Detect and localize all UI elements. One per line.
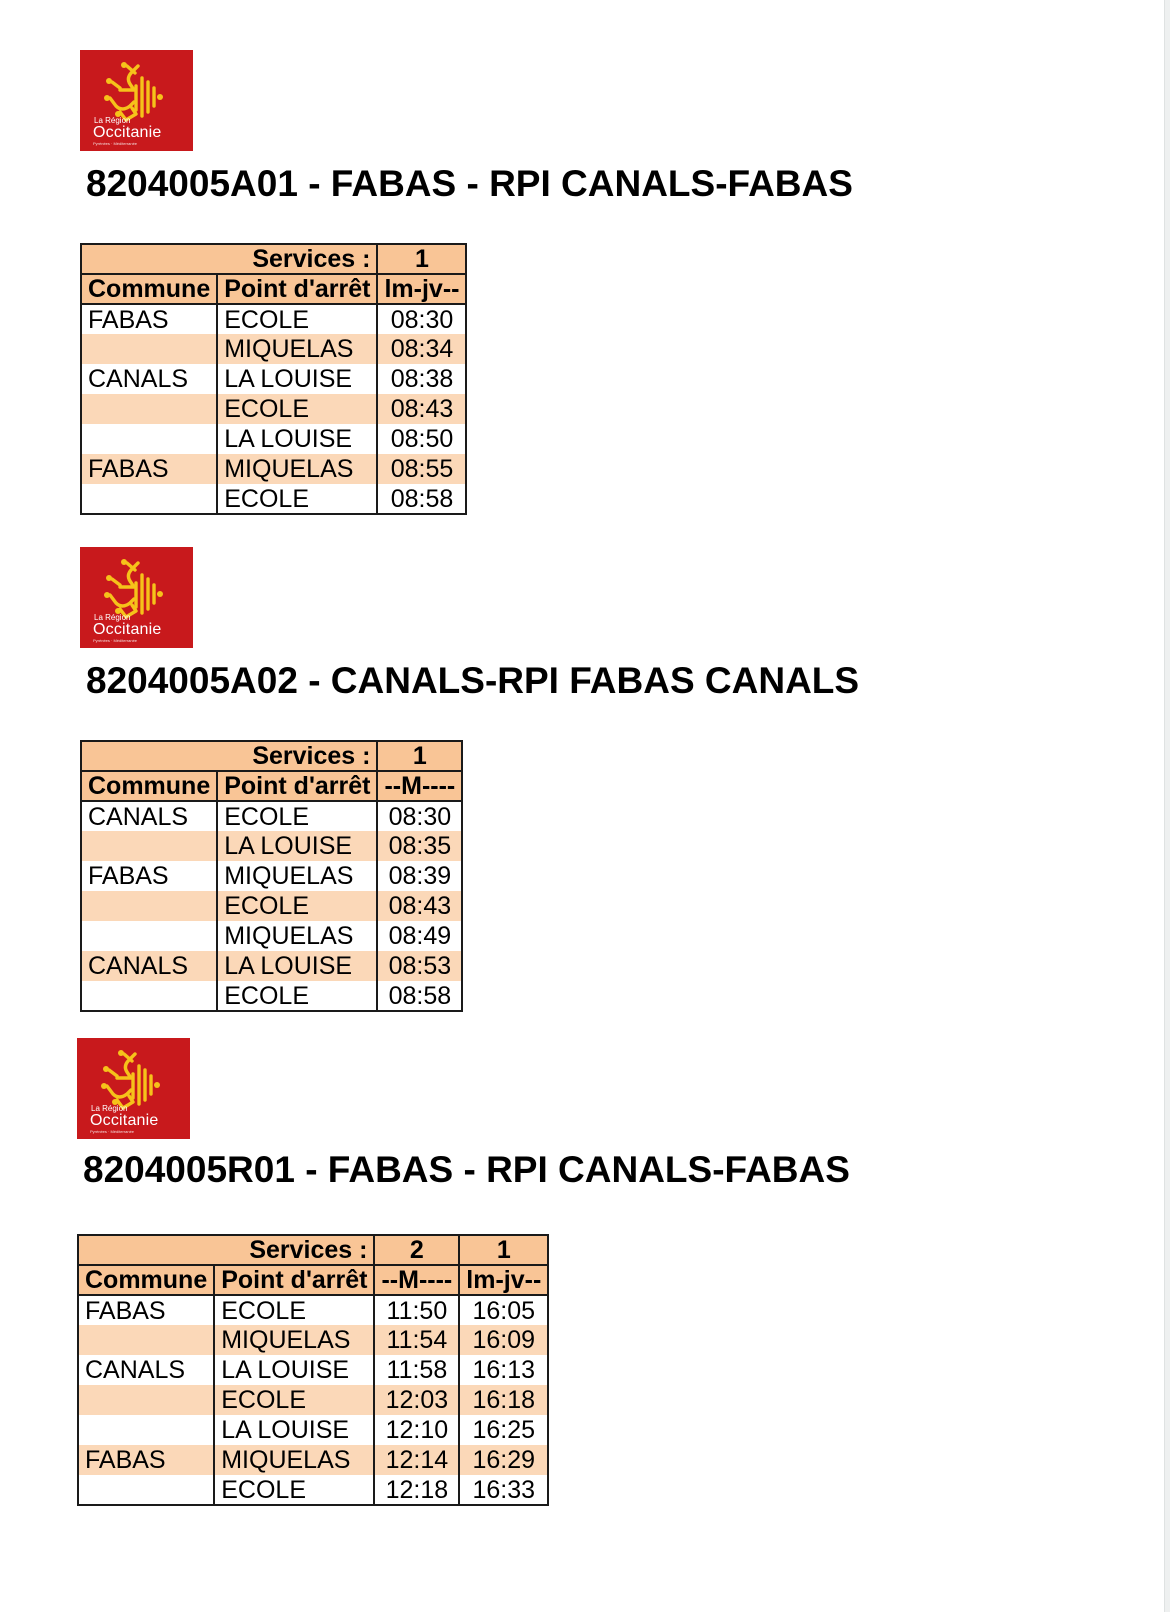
table-row (81, 891, 462, 921)
stop-cell: ECOLE (217, 484, 377, 514)
stop-cell: LA LOUISE (217, 424, 377, 454)
time-cell: 08:50 (377, 424, 466, 454)
service-number: 2 (374, 1235, 459, 1265)
stop-cell: LA LOUISE (217, 831, 377, 861)
time-cell: 11:54 (374, 1325, 459, 1355)
time-cell: 16:05 (459, 1295, 548, 1325)
services-label: Services : (252, 245, 371, 273)
time-cell: 16:25 (459, 1415, 548, 1445)
commune-cell (81, 394, 217, 424)
time-cell: 16:09 (459, 1325, 548, 1355)
commune-cell: FABAS (81, 304, 217, 334)
table-row (81, 394, 466, 424)
time-cell: 16:13 (459, 1355, 548, 1385)
time-cell: 12:10 (374, 1415, 459, 1445)
table-row (81, 484, 466, 514)
service-number: 1 (377, 244, 466, 274)
commune-cell: CANALS (81, 364, 217, 394)
table-row (81, 304, 466, 334)
commune-cell: CANALS (78, 1355, 214, 1385)
stop-cell: MIQUELAS (214, 1445, 374, 1475)
service-days: --M---- (377, 771, 462, 801)
commune-cell (81, 334, 217, 364)
table-header-row (81, 771, 462, 801)
commune-header: Commune (81, 771, 217, 801)
services-label-cell (81, 741, 377, 771)
table-row (81, 801, 462, 831)
logo-name: Occitanie (93, 124, 162, 141)
services-label-cell (81, 244, 377, 274)
commune-cell: FABAS (81, 454, 217, 484)
stop-header: Point d'arrêt (214, 1265, 374, 1295)
stop-cell: MIQUELAS (217, 454, 377, 484)
logo-name: Occitanie (90, 1112, 159, 1129)
time-cell: 12:18 (374, 1475, 459, 1505)
time-cell: 11:50 (374, 1295, 459, 1325)
time-cell: 08:49 (377, 921, 462, 951)
table-header-row (81, 244, 466, 274)
time-cell: 08:34 (377, 334, 466, 364)
stop-cell: ECOLE (217, 891, 377, 921)
time-cell: 08:38 (377, 364, 466, 394)
logo-region-text: La Région (94, 116, 131, 125)
stop-cell: ECOLE (217, 394, 377, 424)
logo-subtitle: Pyrénées · Méditerranée (93, 141, 138, 146)
time-cell: 08:43 (377, 394, 466, 424)
table-row (81, 364, 466, 394)
stop-cell: LA LOUISE (217, 364, 377, 394)
time-cell: 08:30 (377, 801, 462, 831)
page-edge (1164, 0, 1170, 1612)
table-row (81, 951, 462, 981)
commune-cell: FABAS (78, 1445, 214, 1475)
occitanie-logo (77, 1038, 190, 1139)
commune-cell (78, 1415, 214, 1445)
table-row (78, 1445, 548, 1475)
commune-cell (81, 981, 217, 1011)
logo-name: Occitanie (93, 621, 162, 638)
services-label: Services : (252, 742, 371, 770)
commune-cell: CANALS (81, 951, 217, 981)
table-header-row (78, 1235, 548, 1265)
logo-region-text: La Région (91, 1104, 128, 1113)
stop-cell: ECOLE (214, 1385, 374, 1415)
table-row (81, 831, 462, 861)
time-cell: 16:33 (459, 1475, 548, 1505)
table-row (78, 1385, 548, 1415)
stop-header: Point d'arrêt (217, 274, 377, 304)
commune-cell (78, 1385, 214, 1415)
commune-cell (81, 484, 217, 514)
service-days: lm-jv-- (377, 274, 466, 304)
time-cell: 08:58 (377, 981, 462, 1011)
time-cell: 12:03 (374, 1385, 459, 1415)
time-cell: 08:35 (377, 831, 462, 861)
timetable (80, 243, 467, 515)
time-cell: 08:30 (377, 304, 466, 334)
service-number: 1 (459, 1235, 548, 1265)
commune-cell (81, 891, 217, 921)
commune-cell (81, 921, 217, 951)
logo-subtitle: Pyrénées · Méditerranée (90, 1129, 135, 1134)
stop-cell: ECOLE (217, 981, 377, 1011)
stop-header: Point d'arrêt (217, 771, 377, 801)
stop-cell: LA LOUISE (214, 1415, 374, 1445)
time-cell: 08:53 (377, 951, 462, 981)
logo-subtitle: Pyrénées · Méditerranée (93, 638, 138, 643)
service-days: lm-jv-- (459, 1265, 548, 1295)
table-header-row (78, 1265, 548, 1295)
route-title: 8204005R01 - FABAS - RPI CANALS-FABAS (83, 1149, 850, 1190)
time-cell: 08:55 (377, 454, 466, 484)
time-cell: 08:43 (377, 891, 462, 921)
occitanie-logo (80, 547, 193, 648)
time-cell: 16:29 (459, 1445, 548, 1475)
stop-cell: MIQUELAS (214, 1325, 374, 1355)
services-label: Services : (249, 1236, 368, 1264)
stop-cell: MIQUELAS (217, 921, 377, 951)
table-row (81, 981, 462, 1011)
table-row (78, 1325, 548, 1355)
service-days: --M---- (374, 1265, 459, 1295)
stop-cell: ECOLE (214, 1295, 374, 1325)
stop-cell: LA LOUISE (217, 951, 377, 981)
table-row (78, 1295, 548, 1325)
table-row (81, 334, 466, 364)
logo-region-text: La Région (94, 613, 131, 622)
stop-cell: ECOLE (217, 304, 377, 334)
table-header-row (81, 274, 466, 304)
table-header-row (81, 741, 462, 771)
commune-cell (78, 1475, 214, 1505)
table-row (78, 1475, 548, 1505)
stop-cell: LA LOUISE (214, 1355, 374, 1385)
table-row (78, 1415, 548, 1445)
table-row (81, 861, 462, 891)
time-cell: 12:14 (374, 1445, 459, 1475)
commune-cell (81, 424, 217, 454)
commune-cell (78, 1325, 214, 1355)
stop-cell: MIQUELAS (217, 334, 377, 364)
stop-cell: MIQUELAS (217, 861, 377, 891)
table-row (81, 424, 466, 454)
time-cell: 08:39 (377, 861, 462, 891)
commune-cell: FABAS (78, 1295, 214, 1325)
table-row (81, 921, 462, 951)
commune-header: Commune (81, 274, 217, 304)
commune-cell (81, 831, 217, 861)
time-cell: 16:18 (459, 1385, 548, 1415)
timetable (77, 1234, 549, 1506)
stop-cell: ECOLE (217, 801, 377, 831)
stop-cell: ECOLE (214, 1475, 374, 1505)
timetable (80, 740, 463, 1012)
table-row (81, 454, 466, 484)
table-row (78, 1355, 548, 1385)
services-label-cell (78, 1235, 374, 1265)
time-cell: 08:58 (377, 484, 466, 514)
route-title: 8204005A02 - CANALS-RPI FABAS CANALS (86, 660, 860, 701)
commune-cell: FABAS (81, 861, 217, 891)
route-title: 8204005A01 - FABAS - RPI CANALS-FABAS (86, 163, 853, 204)
service-number: 1 (377, 741, 462, 771)
occitanie-logo (80, 50, 193, 151)
commune-header: Commune (78, 1265, 214, 1295)
time-cell: 11:58 (374, 1355, 459, 1385)
commune-cell: CANALS (81, 801, 217, 831)
